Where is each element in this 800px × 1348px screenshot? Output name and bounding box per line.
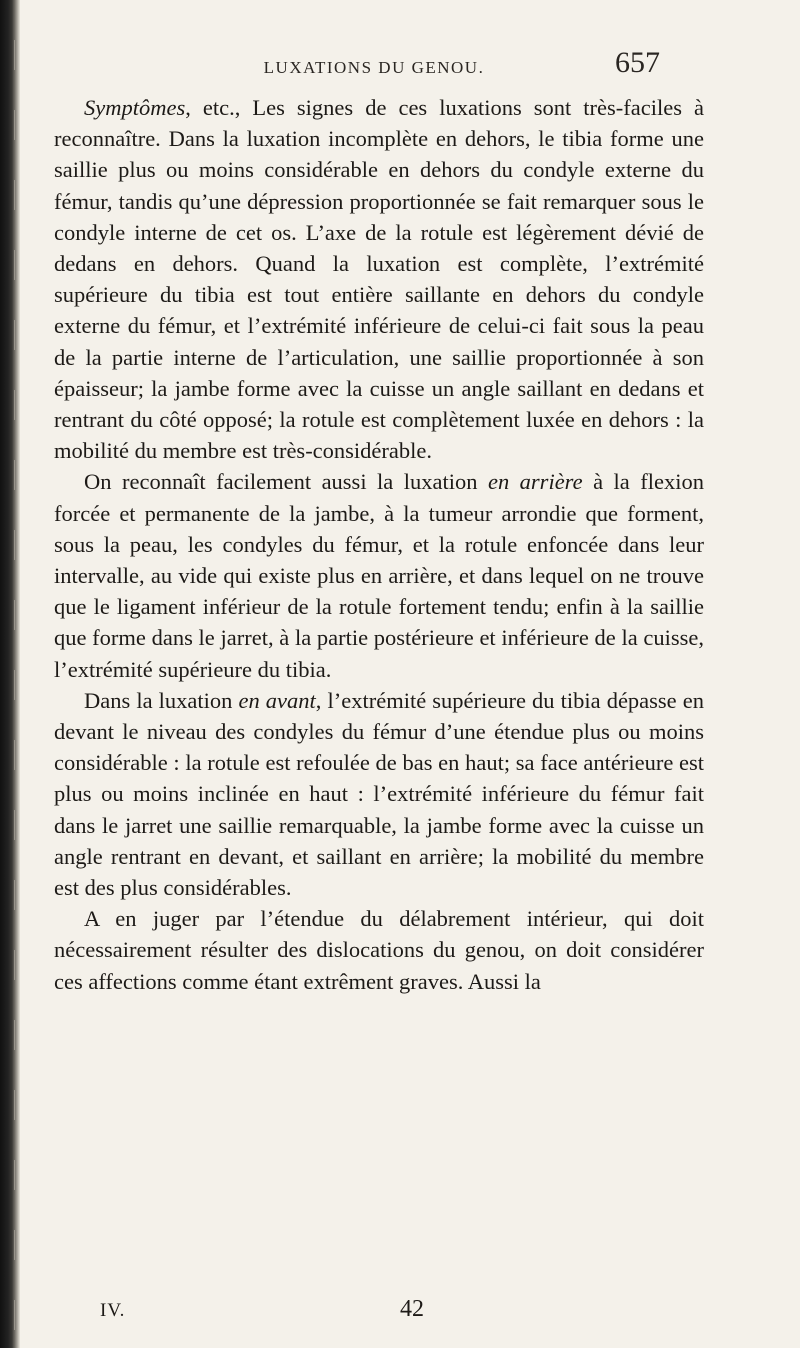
paragraph-text-start: Dans la luxation — [84, 687, 239, 713]
book-binding-edge — [0, 0, 20, 1348]
book-page — [44, 40, 704, 1340]
body-text — [44, 92, 704, 997]
paragraph-text-start: On reconnaît facilement aussi la luxation — [84, 469, 488, 495]
section-lead: Symptômes — [84, 95, 186, 120]
paragraph-gravity — [54, 903, 704, 997]
paragraph-symptoms — [54, 92, 704, 466]
paragraph-text: A en juger par l’étendue du délabrement intérieur, qui doit nécessairement résulter des dislocations du genou, on doit considérer ces affections comme étant extrêment graves. Aussi la — [54, 906, 704, 994]
page-number: 657 — [615, 46, 660, 79]
paragraph-text-end: à la flexion forcée et permanente de la jambe, à la tumeur arrondie que forment, sous la peau, les condyles du fémur, et la rotule enfoncée dans leur intervalle, au vide qui existe plus en arrière, et dans lequel on ne trouve que le ligament inférieur de la rotule fortement tendu; enfin à la saillie que forme dans le jarret, à la partie postérieure et inférieure de la cuisse, l’extrémité supérieure du tibia. — [54, 469, 704, 682]
emphasis-en-avant: en avant — [238, 687, 316, 713]
paragraph-text: , etc., Les signes de ces luxations sont très-faciles à reconnaître. Dans la luxation incomplète en dehors, le tibia forme une saillie plus ou moins considérable en dehors du condyle externe du fémur, tandis qu’une dépression proportionnée se fait remarquer sous le condyle interne de cet os. L’axe de la rotule est légèrement dévié de dedans en dehors. Quand la luxation est complète, l’extrémité supérieure du tibia est tout entière saillante en dehors du condyle externe du fémur, et l’extrémité inférieure de celui-ci fait sous la peau de la partie interne de l’articulation, une saillie proportionnée à son épaisseur; la jambe forme avec la cuisse un angle saillant en dedans et rentrant du côté opposé; la rotule est complètement luxée en dehors : la mobilité du membre est très-considérable. — [54, 95, 704, 464]
signature-volume: IV. — [100, 1300, 126, 1321]
signature-sheet: 42 — [400, 1296, 424, 1322]
emphasis-en-arriere: en arrière — [487, 469, 583, 495]
paragraph-luxation-arriere — [54, 466, 704, 684]
paragraph-luxation-avant — [54, 685, 704, 903]
paragraph-text-end: , l’extrémité supérieure du tibia dépasse en devant le niveau des condyles du fémur d’une étendue plus ou moins considérable : la rotule est refoulée de bas en haut; sa face antérieure est plus ou moins inclinée en haut : l’extrémité inférieure du fémur fait dans le jarret une saillie remarquable, la jambe forme avec la cuisse un angle rentrant en devant, et saillant en arrière; la mobilité du membre est des plus considérables. — [54, 687, 704, 901]
running-title: LUXATIONS DU GENOU. — [263, 58, 485, 77]
page-footer — [44, 1294, 704, 1324]
running-head — [44, 40, 704, 92]
